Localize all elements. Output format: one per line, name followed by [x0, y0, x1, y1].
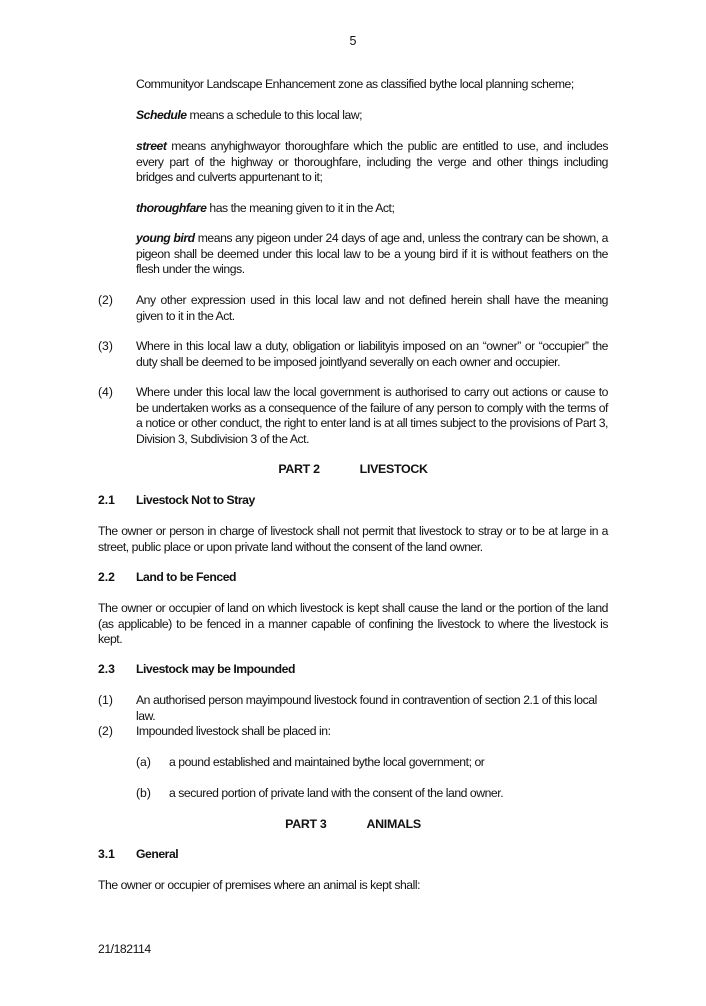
part-title: LIVESTOCK	[359, 462, 428, 476]
definition-text: means any pigeon under 24 days of age and, unless the contrary can be shown, a pigeon shall be deemed under this local law to be a young bird if it is without feathers on the flesh under the wings.	[136, 231, 608, 277]
section-title: Land to be Fenced	[136, 570, 237, 584]
term-schedule: Schedule	[136, 108, 187, 122]
definition-text: has the meaning given to it in the Act;	[206, 201, 395, 215]
clause-text: Where in this local law a duty, obligation or liabilityis imposed on an “owner” or “occupier” the duty shall be deemed to be imposed jointlyand severally on each owner and occupier.	[136, 339, 608, 369]
part-heading	[0, 817, 706, 831]
part-title: ANIMALS	[366, 817, 421, 831]
definition-text: means anyhighwayor thoroughfare which the public are entitled to use, and includes every part of the highway or thoroughfare, including the verge and other things including bridges and culverts appurtenant to it;	[136, 139, 608, 185]
document-reference: 21/182114	[98, 942, 151, 956]
subitem-number: (b)	[136, 786, 151, 800]
term-thoroughfare: thoroughfare	[136, 201, 207, 215]
section-number: 2.3	[98, 662, 115, 676]
definition-continuation: Communityor Landscape Enhancement zone as classified bythe local planning scheme;	[136, 77, 574, 91]
subitem-text: a secured portion of private land with the consent of the land owner.	[169, 786, 504, 800]
section-text: The owner or person in charge of livestock shall not permit that livestock to stray or to be at large in a street, public place or upon private land without the consent of the land owner.	[98, 524, 608, 554]
definition-schedule	[136, 108, 608, 124]
item-number: (1)	[98, 693, 113, 707]
definition-young-bird	[136, 231, 608, 278]
definition-street	[136, 139, 608, 186]
subitem-text: a pound established and maintained bythe local government; or	[169, 755, 485, 769]
clause-number: (3)	[98, 339, 113, 353]
section-text: The owner or occupier of premises where an animal is kept shall:	[98, 878, 421, 892]
clause-number: (4)	[98, 385, 113, 399]
part-label: PART 2	[278, 462, 320, 476]
section-number: 3.1	[98, 847, 115, 861]
term-young-bird: young bird	[136, 231, 195, 245]
part-label: PART 3	[285, 817, 327, 831]
part-heading	[0, 462, 706, 476]
item-text: An authorised person mayimpound livestock found in contravention of section 2.1 of this local law.	[136, 693, 597, 723]
definition-text: means a schedule to this local law;	[186, 108, 363, 122]
section-title: Livestock Not to Stray	[136, 493, 255, 507]
section-number: 2.1	[98, 493, 115, 507]
item-text: Impounded livestock shall be placed in:	[136, 724, 331, 738]
clause-number: (2)	[98, 293, 113, 307]
clause-text: Any other expression used in this local law and not defined herein shall have the meaning given to it in the Act.	[136, 293, 608, 323]
item-number: (2)	[98, 724, 113, 738]
page-number: 5	[349, 34, 357, 48]
section-title: Livestock may be Impounded	[136, 662, 295, 676]
definition-thoroughfare	[136, 201, 608, 217]
section-number: 2.2	[98, 570, 115, 584]
section-text: The owner or occupier of land on which livestock is kept shall cause the land or the portion of the land (as applicable) to be fenced in a manner capable of confining the livestock to where the livestock is kept.	[98, 601, 608, 647]
subitem-number: (a)	[136, 755, 151, 769]
clause-text: Where under this local law the local government is authorised to carry out actions or cause to be undertaken works as a consequence of the failure of any person to comply with the terms of a notice or other conduct, the right to enter land is at all times subject to the provisions of Part 3, Division 3, Subdivision 3 of the Act.	[136, 385, 608, 446]
term-street: street	[136, 139, 167, 153]
section-title: General	[136, 847, 179, 861]
